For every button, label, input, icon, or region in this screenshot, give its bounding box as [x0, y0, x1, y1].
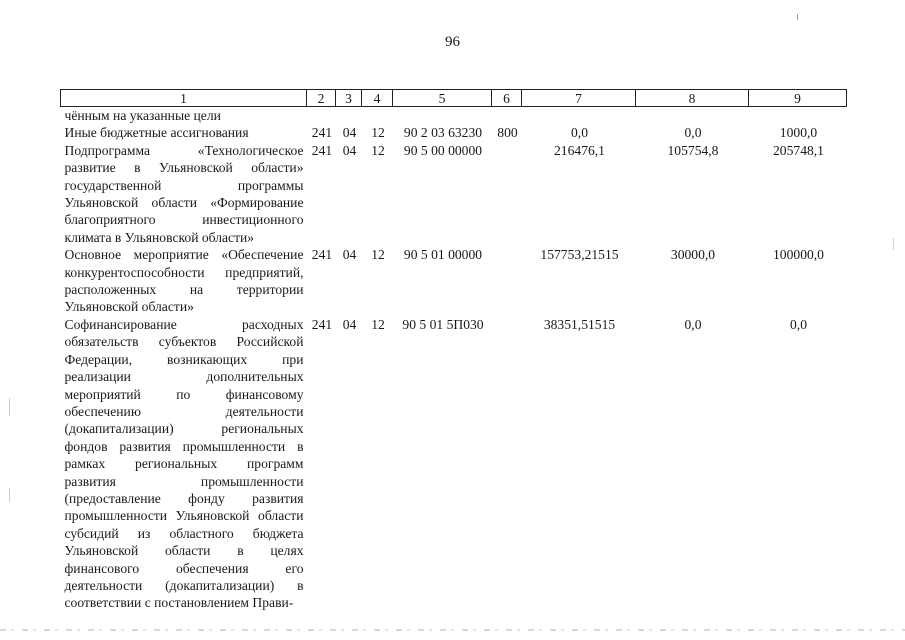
cell-c9	[749, 107, 847, 125]
cell-c2: 241	[311, 142, 333, 158]
column-header-7: 7	[522, 90, 636, 107]
cell-c3: 04	[342, 316, 357, 332]
row-name: чённым на указанные цели	[64, 108, 221, 123]
column-header-2: 2	[307, 90, 336, 107]
cell-c9: 1000,0	[779, 125, 818, 141]
column-header-1: 1	[61, 90, 307, 107]
cell-c2: 241	[311, 125, 333, 141]
cell-c9: 100000,0	[773, 247, 824, 263]
table-row	[61, 316, 847, 612]
cell-c2: 241	[311, 316, 333, 332]
cell-c8: 0,0	[684, 125, 702, 141]
table-body	[61, 107, 847, 612]
cell-c2: 241	[311, 247, 333, 263]
table-header	[61, 90, 847, 107]
cell-c8: 0,0	[684, 316, 702, 332]
page-number: 96	[445, 34, 460, 50]
cell-c9: 205748,1	[773, 142, 824, 158]
cell-c4: 12	[371, 316, 385, 332]
scan-speck	[9, 488, 10, 502]
row-name: Софинансирование расходных обязательств субъектов Российской Федерации, возникающих при реализации дополнительных мероприятий по финансовому обеспечению деятельности (докапитализации) региональных фондов развития промышленности в рамках региональных программ развития промышленности (предоставление фонду развития промышленности Ульяновской области субсидий из областного бюджета Ульяновской области в целях финансового обеспечения его деятельности (докапитализации) в соответствии с постановлением Прави-	[64, 316, 304, 611]
cell-c5: 90 2 03 63230	[403, 125, 483, 141]
column-header-6: 6	[492, 90, 522, 107]
cell-c6	[492, 246, 522, 316]
column-header-9: 9	[749, 90, 847, 107]
scan-speck	[893, 238, 894, 250]
column-header-3: 3	[336, 90, 362, 107]
cell-c3: 04	[342, 125, 357, 141]
cell-c7: 157753,21515	[540, 247, 619, 263]
column-header-5: 5	[393, 90, 492, 107]
cell-c7: 0,0	[571, 125, 588, 141]
cell-c6	[492, 107, 522, 125]
cell-c4: 12	[371, 142, 385, 158]
cell-c7: 216476,1	[554, 142, 605, 158]
cell-c7	[522, 107, 636, 125]
cell-c4	[362, 107, 393, 125]
table-row	[61, 246, 847, 316]
cell-c3	[336, 107, 362, 125]
cell-c3: 04	[342, 247, 357, 263]
cell-c2	[307, 107, 336, 125]
table-row	[61, 107, 847, 125]
row-name: Подпрограмма «Технологическое развитие в Ульяновской области» государственной программы Ульяновской области «Формирование благоприятного инвестиционного климата в Ульяновской области»	[64, 142, 304, 245]
cell-c8: 30000,0	[670, 247, 716, 263]
cell-c4: 12	[371, 125, 385, 141]
cell-c9: 0,0	[790, 316, 807, 332]
cell-c6	[492, 142, 522, 246]
column-header-4: 4	[362, 90, 393, 107]
budget-table	[60, 89, 847, 612]
column-header-8: 8	[636, 90, 749, 107]
cell-c8	[636, 107, 749, 125]
scan-speck	[797, 14, 798, 20]
cell-c5: 90 5 01 5П030	[402, 316, 484, 332]
cell-c5: 90 5 00 00000	[403, 142, 483, 158]
cell-c7: 38351,51515	[543, 316, 616, 332]
cell-c6	[492, 316, 522, 612]
cell-c6: 800	[497, 125, 518, 141]
row-name: Иные бюджетные ассигнования	[64, 125, 249, 141]
scan-speck	[9, 398, 10, 416]
cell-c8: 105754,8	[667, 142, 719, 158]
cell-c5	[393, 107, 492, 125]
cell-c5: 90 5 01 00000	[403, 247, 483, 263]
header-row	[61, 90, 847, 107]
scan-edge-noise	[0, 629, 905, 631]
cell-c3: 04	[342, 142, 357, 158]
cell-c4: 12	[371, 247, 385, 263]
row-name: Основное мероприятие «Обеспечение конкурентоспособности предприятий, расположенных на территории Ульяновской области»	[64, 247, 304, 315]
table-row	[61, 142, 847, 246]
table-row	[61, 124, 847, 141]
